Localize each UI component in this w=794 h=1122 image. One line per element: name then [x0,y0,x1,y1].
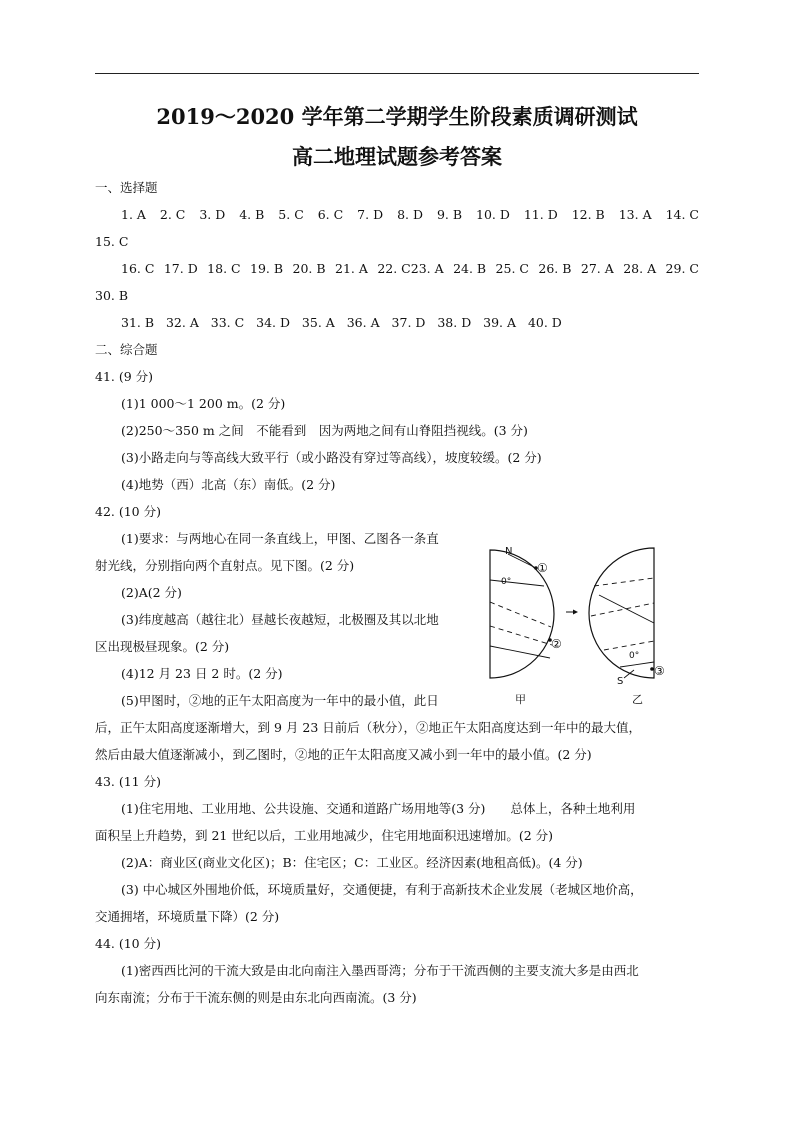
answer-item: 26. B [538,261,572,276]
answer-item: 30. B [95,288,129,303]
answer-item: 18. C [207,261,241,276]
q42-answer-5c: 然后由最大值逐渐减小，到乙图时，②地的正午太阳高度又减小到一年中的最小值。(2 分) [95,747,592,762]
answer-item: 40. D [527,315,562,330]
q41-answer-2: (2)250～350 m 之间 不能看到 因为两地之间有山脊阻挡视线。(3 分) [121,423,528,438]
answer-item: 29. C [665,261,699,276]
answer-item: 9. B [436,207,463,222]
arrow-icon [573,610,578,615]
q44-label: 44. (10 分) [95,936,161,951]
equator-label: 0° [501,577,512,587]
q43-answer-2: (2)A：商业区(商业文化区)；B：住宅区；C：工业区。经济因素(地租高低)。(4 分) [121,855,583,870]
hemisphere-right [589,548,654,678]
header-rule [95,73,699,74]
link-arrow [566,610,578,615]
answer-item: 36. A [346,315,380,330]
answer-item: 5. C [278,207,304,222]
answer-item: 8. D [397,207,423,222]
answer-item: 37. D [391,315,426,330]
answer-item: 28. A [623,261,657,276]
q44-answer-1a: (1)密西西比河的干流大致是由北向南注入墨西哥湾；分布于干流西侧的主要支流大多是由西北 [121,963,639,978]
section-heading-choice: 一、选择题 [95,180,158,195]
north-label: N [505,546,513,557]
diagram-yi [589,548,665,706]
answer-row-1 [121,207,699,223]
equator-line [620,662,654,667]
latitude-line [604,641,654,650]
q43-answer-3a: (3) 中心城区外围地价低，环境质量好，交通便捷，有利于高新技术企业发展（老城区地价高， [121,882,643,897]
sunlight-diagram [484,540,694,710]
answer-item: 14. C [665,207,699,222]
answer-item: 24. B [453,261,487,276]
q42-answer-3a: (3)纬度越高（越往北）昼越长夜越短，北极圈及其以北地 [121,612,439,627]
latitude-line [591,603,654,616]
answer-item: 21. A [335,261,368,276]
section-heading-comprehensive: 二、综合题 [95,342,158,357]
answer-item: 13. A [618,207,652,222]
q43-answer-1b: 面积呈上升趋势，到 21 世纪以后，工业用地减少，住宅用地面积迅速增加。(2 分) [95,828,554,843]
answer-item: 3. D [199,207,226,222]
latitude-line [594,578,654,586]
q44-answer-1b: 向东南流；分布于干流东侧的则是由东北向西南流。(3 分) [95,990,417,1005]
answer-item: 32. A [165,315,199,330]
caption-jia: 甲 [515,693,526,706]
q42-answer-3b: 区出现极昼现象。(2 分) [95,639,230,654]
q42-answer-4: (4)12 月 23 日 2 时。(2 分) [121,666,283,681]
marker-2-label: ② [551,637,562,651]
answer-item: 34. D [256,315,290,330]
answer-item: 7. D [357,207,384,222]
page-title: 2019～2020 学年第二学期学生阶段素质调研测试 [156,104,638,129]
q42-answer-2: (2)A(2 分) [121,585,182,600]
answer-row-2 [121,261,699,277]
answer-item: 16. C [121,261,155,276]
q41-label: 41. (9 分) [95,369,154,384]
answer-item: 17. D [163,261,198,276]
q42-answer-5b: 后，正午太阳高度逐渐增大，到 9 月 23 日前后（秋分），②地正午太阳高度达到一年中的最大值， [95,720,642,735]
marker-1-label: ① [537,561,548,575]
answer-item: 22. C23. A [377,261,444,276]
answer-item: 12. B [571,207,605,222]
answer-item: 4. B [239,207,265,222]
q43-label: 43. (11 分) [95,774,161,789]
answer-item: 15. C [95,234,129,249]
answer-item: 6. C [317,207,344,222]
equator-label: 0° [629,651,640,661]
diagram-jia [490,546,562,706]
answer-item: 38. D [437,315,472,330]
q42-answer-5a: (5)甲图时，②地的正午太阳高度为一年中的最小值，此日 [121,693,439,708]
caption-yi: 乙 [632,693,643,706]
equator-line [490,580,544,586]
answer-item: 33. C [210,315,245,330]
answer-item: 27. A [580,261,614,276]
answer-item: 25. C [495,261,529,276]
q42-answer-1b: 射光线，分别指向两个直射点。见下图。(2 分) [95,558,355,573]
page-subtitle: 高二地理试题参考答案 [292,144,502,169]
answer-item: 19. B [250,261,284,276]
sun-ray-line [599,595,654,623]
q42-label: 42. (10 分) [95,504,161,519]
answer-item: 2. C [159,207,186,222]
answer-item: 39. A [483,315,517,330]
latitude-line [490,602,551,627]
answer-row-3 [121,315,562,331]
latitude-line [490,626,552,645]
q41-answer-1: (1)1 000～1 200 m。(2 分) [121,396,286,411]
answer-item: 1. A [121,207,146,222]
answer-item: 10. D [476,207,510,222]
q42-answer-1a: (1)要求：与两地心在同一条直线上，甲图、乙图各一条直 [121,531,439,546]
south-label: S [617,676,624,687]
axis-tick [520,560,536,568]
answer-item: 20. B [292,261,326,276]
marker-3-label: ③ [654,664,665,678]
q43-answer-1a: (1)住宅用地、工业用地、公共设施、交通和道路广场用地等(3 分) 总体上，各种土地利用 [121,801,636,816]
answer-item: 11. D [523,207,558,222]
q41-answer-3: (3)小路走向与等高线大致平行（或小路没有穿过等高线），坡度较缓。(2 分) [121,450,542,465]
q41-answer-4: (4)地势（西）北高（东）南低。(2 分) [121,477,336,492]
q43-answer-3b: 交通拥堵，环境质量下降）(2 分) [95,909,280,924]
answer-item: 31. B [121,315,155,330]
answer-item: 35. A [301,315,335,330]
